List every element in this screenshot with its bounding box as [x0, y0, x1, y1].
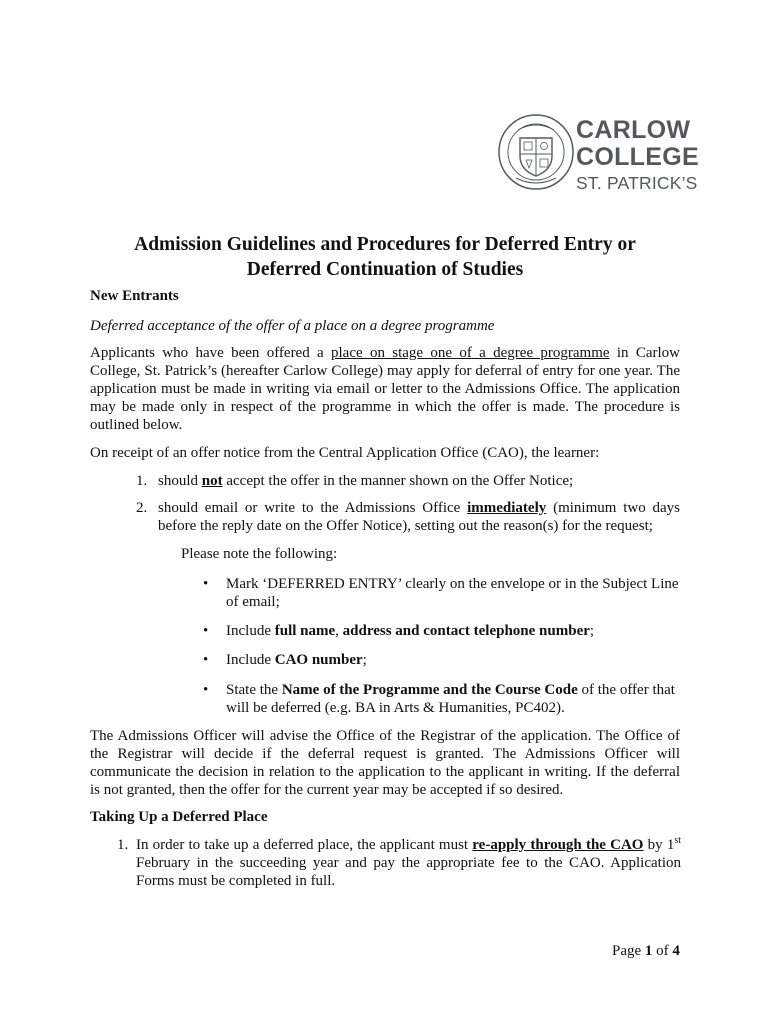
- bullet-icon: •: [203, 623, 209, 639]
- bullet-item: [226, 575, 681, 611]
- page-label: Page: [612, 943, 645, 959]
- text-part: ;: [362, 652, 367, 668]
- text-part: should email or write to the Admissions Office: [158, 500, 468, 516]
- title-line-2: Deferred Continuation of Studies: [246, 259, 524, 280]
- text-part: Mark ‘DEFERRED ENTRY’ clearly on the envelope or in the Subject Line of email;: [226, 576, 679, 610]
- text-part: ;: [589, 623, 595, 639]
- text-part: State the: [226, 682, 282, 698]
- list-item-text: [136, 836, 681, 890]
- section-subheading: Deferred acceptance of the offer of a place on a degree programme: [90, 318, 495, 334]
- bold-text: Name of the Programme and the Course Code: [281, 682, 578, 698]
- college-crest-icon: [496, 112, 576, 192]
- bold-text: full name: [274, 623, 336, 639]
- admissions-paragraph: The Admissions Officer will advise the Office of the Registrar of the application. The Office of the Registrar will decide if the deferral request is granted. The Admissions Officer will communicate the decision in relation to the application to the applicant in writing. If the deferral is not granted, then the offer for the current year may be accepted if so desired.: [90, 728, 680, 798]
- intro-text-end: in Carlow College, St. Patrick’s (hereafter Carlow College) may apply for deferral of entry for one year. The application must be made in writing via email or letter to the Admissions Office. The application may be made only in respect of the programme in which the offer is made. The procedure is outlined below.: [90, 345, 680, 433]
- ordinal-suffix: st: [674, 835, 682, 846]
- document-title: [90, 232, 680, 282]
- bullet-item: [226, 681, 681, 717]
- page-current: 1: [644, 943, 653, 959]
- logo-line-1: CARLOW: [576, 116, 691, 144]
- bold-text: CAO number: [274, 652, 363, 668]
- bullet-icon: •: [203, 576, 209, 592]
- text-part: should: [158, 473, 202, 489]
- list-number: 2.: [136, 500, 148, 516]
- intro-paragraph: [90, 344, 680, 434]
- list-number: 1.: [136, 473, 148, 489]
- text-part: Include: [226, 623, 275, 639]
- text-part: ,: [335, 623, 343, 639]
- text-part: of the offer that will be deferred (e.g. BA in Arts & Humanities, PC402).: [226, 682, 675, 716]
- list-item: [117, 836, 681, 890]
- list-item-text: [158, 499, 680, 535]
- list-item: [136, 499, 680, 535]
- intro-underlined-text: place on stage one of a degree programme: [331, 345, 610, 361]
- title-line-1: Admission Guidelines and Procedures for Deferred Entry or: [134, 234, 636, 255]
- text-part: Include: [226, 652, 275, 668]
- section-heading-taking-up: Taking Up a Deferred Place: [90, 809, 268, 825]
- list-item: [136, 472, 680, 490]
- intro-text-start: Applicants who have been offered a: [90, 345, 331, 361]
- page-of-label: of: [652, 943, 673, 959]
- bullet-icon: •: [203, 682, 209, 698]
- list-number: 1.: [117, 837, 129, 853]
- text-part: (minimum two days before the reply date on the Offer Notice), setting out the reason(s) for the request;: [158, 500, 681, 534]
- section-heading-new-entrants: New Entrants: [90, 288, 179, 304]
- page-number: [612, 942, 680, 960]
- logo-line-2: COLLEGE: [576, 143, 699, 171]
- note-heading: Please note the following:: [181, 546, 338, 562]
- text-part: In order to take up a deferred place, the applicant must: [136, 837, 473, 853]
- emphasis-reapply: re-apply through the CAO: [472, 837, 644, 853]
- text-part: February in the succeeding year and pay the appropriate fee to the CAO. Application Forms must be completed in full.: [136, 855, 681, 889]
- page-total: 4: [672, 943, 680, 959]
- bold-text: address and contact telephone number: [342, 623, 590, 639]
- emphasis-immediately: immediately: [467, 500, 547, 516]
- text-part: by 1: [643, 837, 675, 853]
- emphasis-not: not: [201, 473, 223, 489]
- text-part: accept the offer in the manner shown on the Offer Notice;: [222, 473, 574, 489]
- logo-line-3: ST. PATRICK’S: [576, 173, 698, 193]
- carlow-college-logo: [496, 112, 699, 193]
- receipt-paragraph: On receipt of an offer notice from the Central Application Office (CAO), the learner:: [90, 445, 600, 461]
- bullet-item: [226, 651, 681, 669]
- bullet-icon: •: [203, 652, 209, 668]
- list-item-text: [158, 472, 680, 490]
- bullet-item: [226, 622, 681, 640]
- logo-wordmark: [576, 117, 699, 193]
